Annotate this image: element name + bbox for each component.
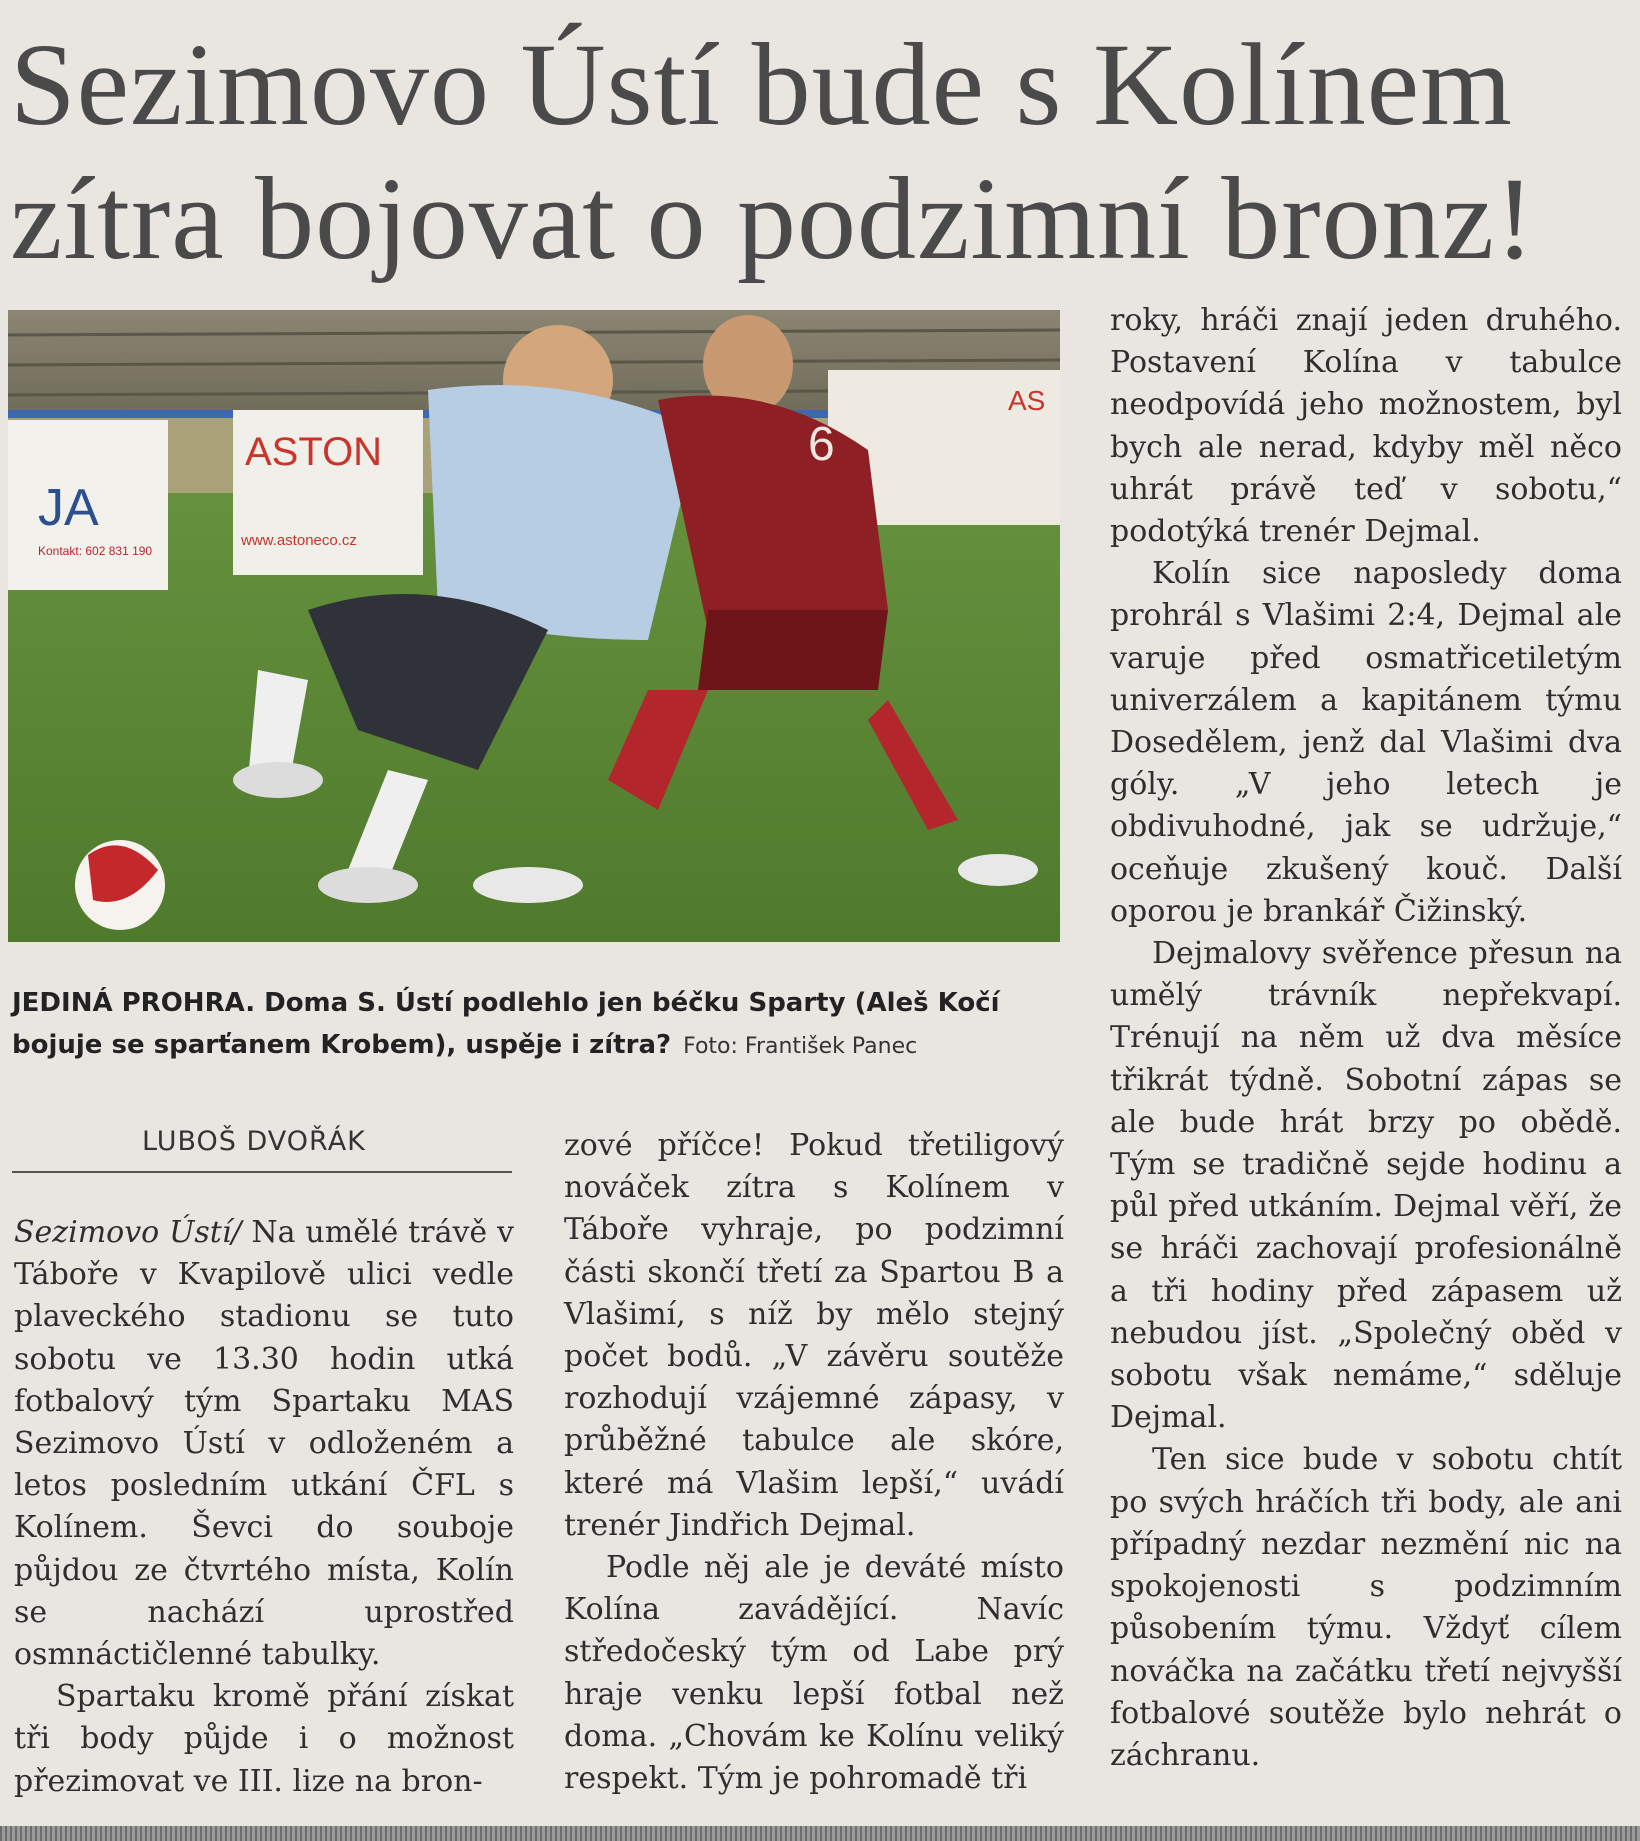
- sponsor-banner-aston: [233, 410, 423, 575]
- banner-left-contact: Kontakt: 602 831 190: [38, 544, 153, 558]
- headline-line-1: Sezimovo Ústí bude s Kolínem: [10, 19, 1513, 150]
- article-paragraph: roky, hráči znají jeden druhého. Postavení Kolína v tabulce neodpovídá jeho možnostem, byl bych ale nerad, kdyby měl něco uhrát právě teď v sobotu,“ podotýká trenér Dejmal.: [1110, 303, 1622, 550]
- article-column-2: [564, 1125, 1064, 1800]
- article-paragraph: Podle něj ale je deváté místo Kolína zavádějící. Navíc středočeský tým od Labe prý hraje venku lepší fotbal než doma. „Chovám ke Kolínu veliký respekt. Tým je pohromadě tři: [564, 1550, 1064, 1797]
- banner-aston-text: ASTON: [245, 430, 383, 474]
- article-paragraph: Dejmalovy svěřence přesun na umělý trávník nepřekvapí. Trénují na něm už dva měsíce třikrát týdně. Sobotní zápas se ale bude hrát brzy po obědě. Tým se tradičně sejde hodinu a půl před utkáním. Dejmal věří, že se hráči zachovají profesionálně a tři hodiny před zápasem už nebudou jíst. „Společný oběd v sobotu však nemáme,“ sděluje Dejmal.: [1110, 936, 1622, 1436]
- sponsor-banner-left: [8, 420, 168, 590]
- article-paragraph: Sezimovo Ústí/ Na umělé trávě v Táboře v Kvapilově ulici vedle plaveckého stadionu se tuto sobotu ve 13.30 hodin utká fotbalový tým Spartaku MAS Sezimovo Ústí v odloženém a letos posledním utkání ČFL s Kolínem. Ševci do souboje půjdou ze čtvrtého místa, Kolín se nachází uprostřed osmnáctičlenné tabulky.: [14, 1215, 514, 1673]
- byline: [12, 1126, 512, 1173]
- author-name: LUBOŠ DVOŘÁK: [142, 1126, 366, 1157]
- article-paragraph: zové příčce! Pokud třetiligový nováček zítra s Kolínem v Táboře vyhraje, po podzimní části skončí třetí za Spartou B a Vlašimí, s níž by mělo stejný počet bodů. „V závěru soutěže rozhodují vzájemné zápasy, v průběžné tabulce ale skóre, které má Vlašim lepší,“ uvádí trenér Jindřich Dejmal.: [564, 1128, 1064, 1543]
- article-paragraph: Kolín sice naposledy doma prohrál s Vlašimi 2:4, Dejmal ale varuje před osmatřicetiletým univerzálem a kapitánem týmu Dosedělem, jenž dal Vlašimi dva góly. „V jeho letech je obdivuhodné, jak se udržuje,“ oceňuje zkušený kouč. Další oporou je brankář Čižinský.: [1110, 556, 1622, 929]
- banner-aston-web: www.astoneco.cz: [241, 532, 357, 549]
- banner-right-text: AS: [1008, 385, 1046, 416]
- headline: [10, 18, 1630, 286]
- banner-left-text: JA: [38, 479, 99, 537]
- article-paragraph: Ten sice bude v sobotu chtít po svých hráčích tři body, ale ani případný nezdar nezmění nic na spokojenosti s podzimním působením týmu. Vždyť cílem nováčka na začátku třetí nejvyšší fotbalové soutěže bylo nehrát o záchranu.: [1110, 1442, 1622, 1773]
- article-paragraph: Spartaku kromě přání získat tři body půjde i o možnost přezimovat ve III. lize na bron-: [14, 1679, 514, 1799]
- byline-rule: [12, 1171, 512, 1173]
- jersey-number: 6: [808, 418, 835, 471]
- football: [75, 840, 165, 930]
- match-photo: [8, 310, 1060, 942]
- page-bottom-edge: [0, 1826, 1640, 1841]
- photo-caption: [12, 982, 1072, 1068]
- photo-credit: Foto: František Panec: [683, 1034, 918, 1059]
- article-column-1: [14, 1212, 514, 1803]
- caption-text: JEDINÁ PROHRA. Doma S. Ústí podlehlo jen béčku Sparty (Aleš Kočí bojuje se sparťanem Krobem), uspěje i zítra?: [12, 988, 1000, 1060]
- dateline: Sezimovo Ústí/: [14, 1215, 242, 1250]
- article-column-3: [1110, 300, 1622, 1777]
- headline-line-2: zítra bojovat o podzimní bronz!: [10, 153, 1536, 284]
